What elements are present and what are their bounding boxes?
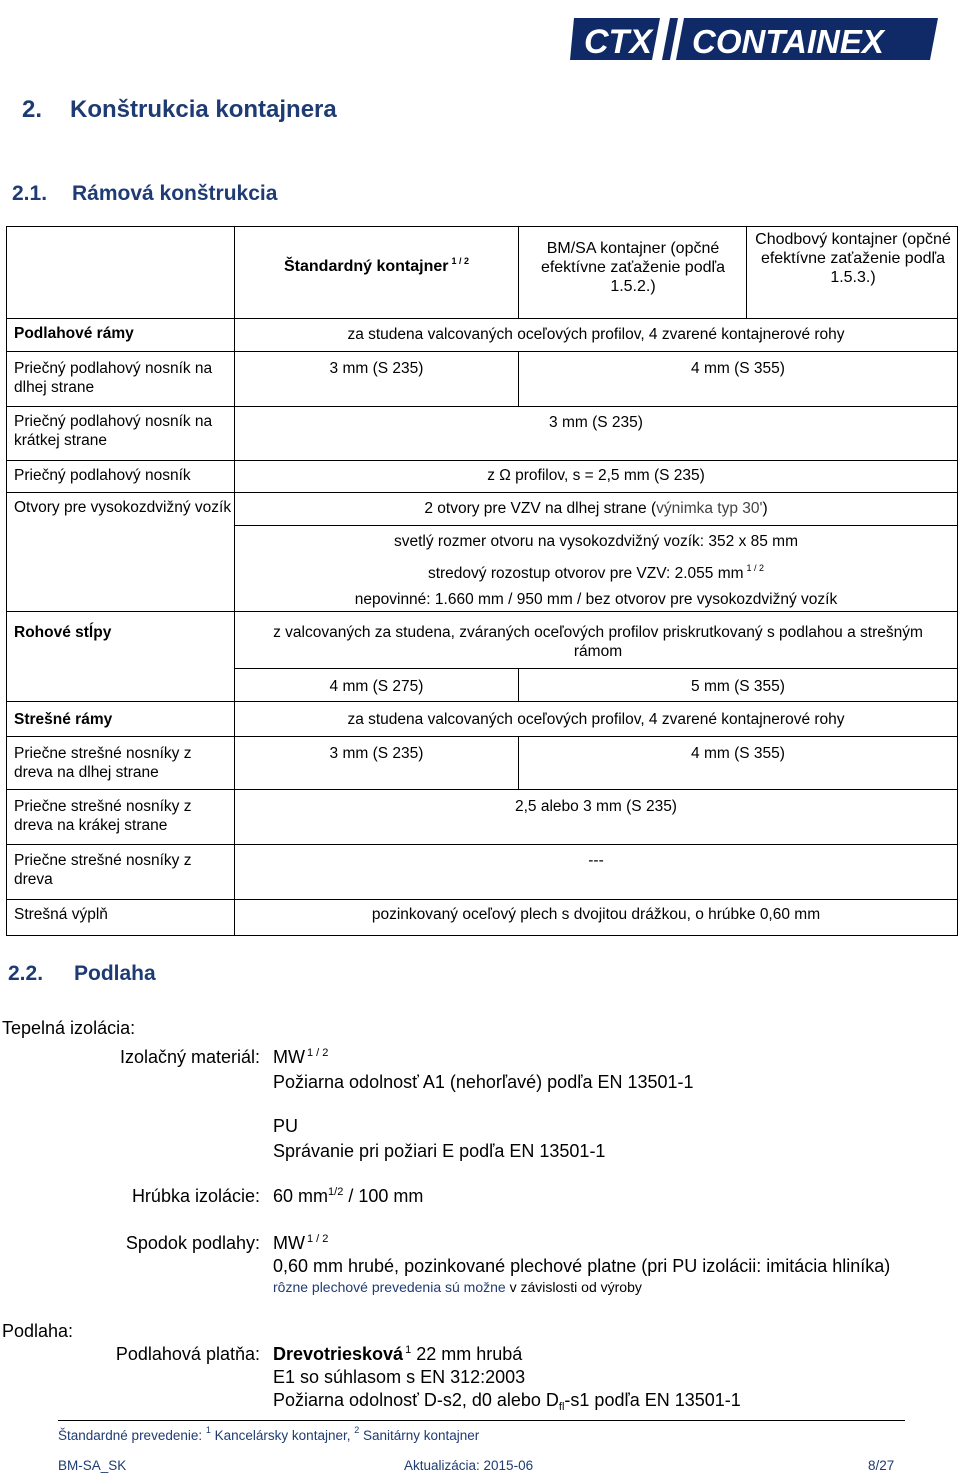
footer-divider xyxy=(58,1420,905,1421)
footer-note-sup1: 1 xyxy=(205,1425,211,1435)
thickness-a: 60 mm xyxy=(273,1186,329,1206)
insulation-mw-text: MW xyxy=(273,1047,305,1067)
header-standard-label: Štandardný kontajner xyxy=(284,258,449,275)
containex-logo-graphic xyxy=(570,10,942,66)
row-roof-long-reinforced: 4 mm (S 355) xyxy=(691,745,785,762)
row-corner-posts-label: Rohové stĺpy xyxy=(14,624,112,641)
footer-page-number: 8/27 xyxy=(868,1458,895,1473)
footer-note-c: Sanitárny kontajner xyxy=(359,1428,480,1443)
footer-note-sup2: 2 xyxy=(354,1425,360,1435)
floor-bottom-mw-text: MW xyxy=(273,1233,305,1253)
row-roof-long-standard: 3 mm (S 235) xyxy=(329,745,424,762)
insulation-mw-sup: 1 / 2 xyxy=(306,1047,329,1059)
row-roof-wood-label: Priečne strešné nosníky z dreva xyxy=(14,852,192,888)
row-forklift-line4: nepovinné: 1.660 mm / 950 mm / bez otvorov pre vysokozdvižný vozík xyxy=(354,591,838,608)
forklift-line1-close: ) xyxy=(762,500,768,517)
row-forklift-line2: svetlý rozmer otvoru na vysokozdvižný vozík: 352 x 85 mm xyxy=(393,533,798,550)
header-standard-sup: 1 / 2 xyxy=(451,256,469,266)
insulation-thickness-value xyxy=(273,1186,423,1207)
header-corridor-container: Chodbový kontajner (opčné efektívne zaťaženie podľa 1.5.3.) xyxy=(755,231,951,286)
floor-plate-line2: E1 so súhlasom s EN 312:2003 xyxy=(273,1367,526,1387)
section-title: Konštrukcia kontajnera xyxy=(70,96,337,123)
floor-heading: Podlaha: xyxy=(2,1321,74,1341)
footer-note-a: Štandardné prevedenie: xyxy=(58,1428,206,1443)
row-corner-posts-standard: 4 mm (S 275) xyxy=(329,678,424,695)
insulation-thickness-label: Hrúbka izolácie: xyxy=(131,1186,260,1206)
row-roof-long-label: Priečne strešné nosníky z dreva na dlhej strane xyxy=(14,745,192,781)
forklift-line3-sup: 1 / 2 xyxy=(746,563,765,573)
insulation-mw xyxy=(273,1047,328,1068)
row-corner-posts-reinforced: 5 mm (S 355) xyxy=(691,678,785,695)
floor-bottom-note xyxy=(273,1279,642,1295)
thickness-sup: 1/2 xyxy=(328,1186,344,1198)
logo-mark: CTX xyxy=(584,23,652,61)
footer-doc-id: BM-SA_SK xyxy=(58,1458,127,1473)
header-standard-container xyxy=(235,257,518,278)
subsection-title: Rámová konštrukcia xyxy=(72,182,278,205)
row-roof-wood-value: --- xyxy=(588,852,604,869)
row-forklift-line1 xyxy=(235,499,957,518)
subsection-floor-number: 2.2. xyxy=(8,962,44,985)
row-floor-frames-value: za studena valcovaných oceľových profilov, 4 zvarené kontajnerové rohy xyxy=(347,326,845,343)
subsection-floor-title: Podlaha xyxy=(74,962,156,985)
header-bmsa-container: BM/SA kontajner (opčné efektívne zaťaženie podľa 1.5.2.) xyxy=(540,240,726,295)
insulation-pu-description: Správanie pri požiari E podľa EN 13501-1 xyxy=(273,1141,606,1161)
floor-bottom-note-a: rôzne plechové prevedenia sú možne xyxy=(273,1279,506,1295)
insulation-material-label: Izolačný materiál: xyxy=(119,1047,260,1067)
footer-note-b: Kancelársky kontajner, xyxy=(210,1428,355,1443)
row-corner-posts-value: z valcovaných za studena, zváraných oceľových profilov priskrutkovaný s podlahou a strešným rámom xyxy=(273,624,923,660)
footer-update-date: Aktualizácia: 2015-06 xyxy=(404,1458,534,1473)
floor-bottom-label: Spodok podlahy: xyxy=(125,1233,260,1253)
floor-bottom-note-b: v závislosti od výroby xyxy=(505,1279,642,1295)
row-forklift-line3 xyxy=(235,564,957,585)
forklift-line1-text: 2 otvory pre VZV na dlhej strane ( xyxy=(424,500,657,517)
row-floor-frames-label: Podlahové rámy xyxy=(14,325,134,342)
floor-plate-value xyxy=(273,1344,522,1365)
floor-plate-thickness: 22 mm hrubá xyxy=(411,1344,523,1364)
row-roof-fill-value: pozinkovaný oceľový plech s dvojitou drážkou, o hrúbke 0,60 mm xyxy=(371,906,821,923)
floor-plate-material: Drevotriesková xyxy=(273,1344,404,1364)
section-number: 2. xyxy=(22,96,43,123)
floor-plate-line3 xyxy=(273,1390,741,1411)
insulation-heading: Tepelná izolácia: xyxy=(2,1018,136,1038)
containex-logo xyxy=(570,10,942,66)
floor-bottom-description: 0,60 mm hrubé, pozinkované plechové platne (pri PU izolácii: imitácia hliníka) xyxy=(273,1256,891,1276)
row-long-beam-standard: 3 mm (S 235) xyxy=(329,360,424,377)
row-long-beam-reinforced: 4 mm (S 355) xyxy=(691,360,785,377)
floor-bottom-mw xyxy=(273,1233,328,1254)
section-heading xyxy=(22,96,337,124)
row-roof-short-value: 2,5 alebo 3 mm (S 235) xyxy=(515,798,677,815)
floor-plate-sup: 1 xyxy=(405,1344,412,1356)
row-cross-beam-value: z Ω profilov, s = 2,5 mm (S 235) xyxy=(487,467,705,484)
row-long-beam-label: Priečný podlahový nosník na dlhej strane xyxy=(14,360,213,396)
row-cross-beam-label: Priečný podlahový nosník xyxy=(14,467,191,484)
row-roof-frames-value: za studena valcovaných oceľových profilov, 4 zvarené kontajnerové rohy xyxy=(347,711,845,728)
subsection-number: 2.1. xyxy=(12,182,48,205)
subsection-heading-frame xyxy=(12,182,277,206)
row-forklift-label: Otvory pre vysokozdvižný vozík xyxy=(14,499,232,516)
forklift-line3-text: stredový rozostup otvorov pre VZV: 2.055 mm xyxy=(427,565,744,582)
row-short-beam-value: 3 mm (S 235) xyxy=(549,414,643,431)
floor-plate-line3-b: -s1 podľa EN 13501-1 xyxy=(564,1390,741,1410)
row-short-beam-label: Priečný podlahový nosník na krátkej strane xyxy=(14,413,213,449)
floor-plate-line3-sub: fl xyxy=(558,1401,565,1413)
floor-bottom-mw-sup: 1 / 2 xyxy=(306,1233,329,1245)
thickness-b: / 100 mm xyxy=(343,1186,424,1206)
footer-note xyxy=(58,1425,480,1443)
insulation-mw-description: Požiarna odolnosť A1 (nehorľavé) podľa EN 13501-1 xyxy=(273,1072,694,1092)
frame-construction-table xyxy=(6,226,958,936)
subsection-heading-floor xyxy=(8,962,156,986)
forklift-line1-exception: výnimka typ 30' xyxy=(656,500,763,517)
floor-plate-line3-a: Požiarna odolnosť D-s2, d0 alebo D xyxy=(273,1390,559,1410)
row-roof-fill-label: Strešná výplň xyxy=(14,906,108,923)
row-roof-frames-label: Strešné rámy xyxy=(14,711,113,728)
logo-wordmark: CONTAINEX xyxy=(692,23,884,60)
floor-plate-label: Podlahová platňa: xyxy=(115,1344,260,1364)
insulation-pu: PU xyxy=(273,1116,299,1136)
row-roof-short-label: Priečne strešné nosníky z dreva na krákej strane xyxy=(14,798,192,834)
